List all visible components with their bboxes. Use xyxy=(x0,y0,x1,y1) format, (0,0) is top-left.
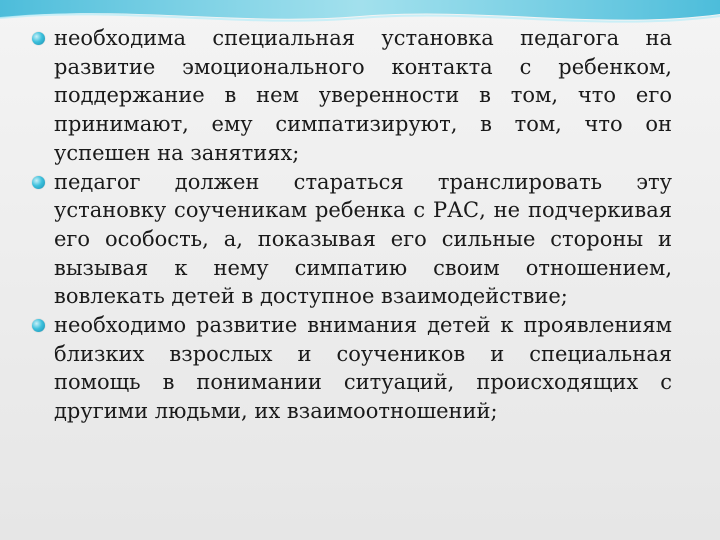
bullet-list xyxy=(32,24,672,426)
bullet-circle-icon xyxy=(32,32,45,45)
bullet-item xyxy=(32,24,672,168)
bullet-text: необходима специальная установка педагога на развитие эмоционального контакта с ребенком, поддержание в нем уверенности в том, что его принимают, ему симпатизируют, в том, что он успешен на занятиях; xyxy=(54,26,672,165)
bullet-circle-icon xyxy=(32,319,45,332)
bullet-item xyxy=(32,311,672,426)
bullet-text: необходимо развитие внимания детей к проявлениям близких взрослых и соучеников и специальная помощь в понимании ситуаций, происходящих с другими людьми, их взаимоотношений; xyxy=(54,313,672,424)
bullet-circle-icon xyxy=(32,176,45,189)
bullet-item xyxy=(32,168,672,312)
bullet-text: педагог должен стараться транслировать эту установку соученикам ребенка с РАС, не подчеркивая его особость, а, показывая его сильные стороны и вызывая к нему симпатию своим отношением, вовлекать детей в доступное взаимодействие; xyxy=(54,169,672,309)
